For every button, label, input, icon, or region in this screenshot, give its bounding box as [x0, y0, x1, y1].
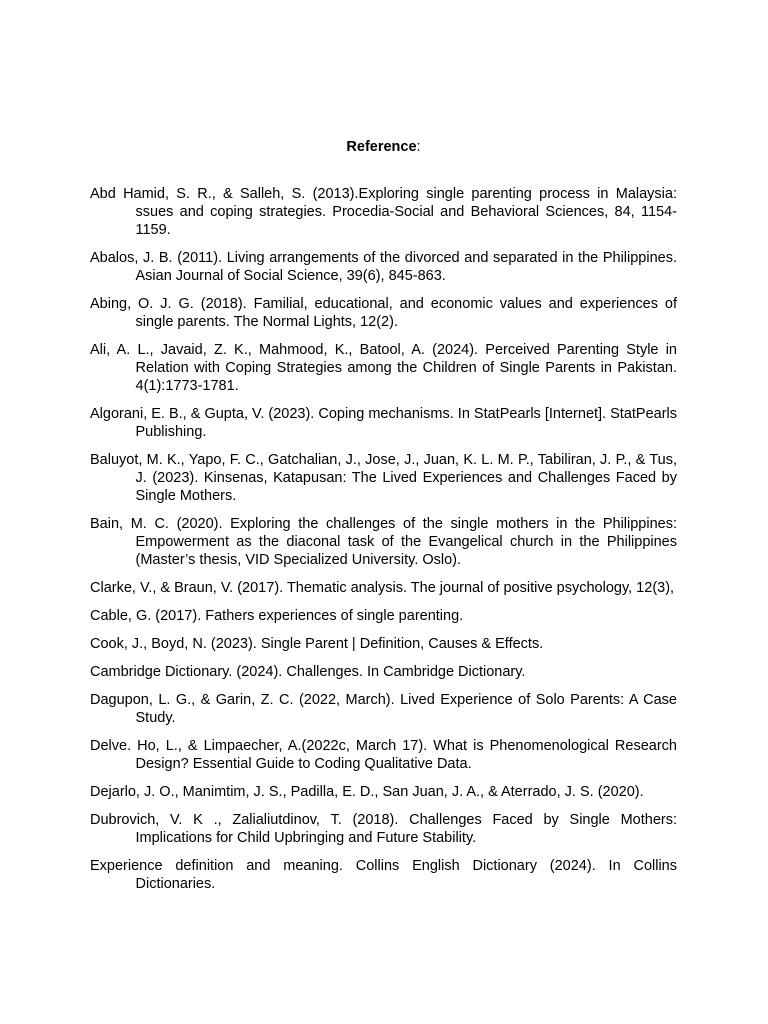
document-page — [90, 138, 677, 903]
reference-heading — [90, 138, 677, 156]
reference-entry: Ali, A. L., Javaid, Z. K., Mahmood, K., Batool, A. (2024). Perceived Parenting Style in Relation with Coping Strategies among the Children of Single Parents in Pakistan. 4(1):1773-1781. — [90, 342, 677, 394]
reference-entry: Cable, G. (2017). Fathers experiences of single parenting. — [90, 608, 464, 624]
reference-heading-colon: : — [416, 139, 421, 155]
reference-entry: Dubrovich, V. K ., Zalialiutdinov, T. (2018). Challenges Faced by Single Mothers: Implications for Child Upbringing and Future Stability. — [90, 812, 677, 846]
reference-entry: Dagupon, L. G., & Garin, Z. C. (2022, March). Lived Experience of Solo Parents: A Case Study. — [90, 692, 677, 726]
reference-list — [90, 185, 677, 893]
reference-entry: Abalos, J. B. (2011). Living arrangements of the divorced and separated in the Philippines. Asian Journal of Social Science, 39(6), 845-863. — [90, 250, 677, 284]
reference-entry: Dejarlo, J. O., Manimtim, J. S., Padilla, E. D., San Juan, J. A., & Aterrado, J. S. (2020). — [90, 784, 644, 800]
reference-entry: Clarke, V., & Braun, V. (2017). Thematic analysis. The journal of positive psychology, 12(3), — [90, 580, 675, 596]
reference-entry: Abing, O. J. G. (2018). Familial, educational, and economic values and experiences of single parents. The Normal Lights, 12(2). — [90, 296, 677, 330]
reference-heading-label: Reference — [346, 139, 417, 155]
reference-entry: Abd Hamid, S. R., & Salleh, S. (2013).Exploring single parenting process in Malaysia: ssues and coping strategies. Procedia-Social and Behavioral Sciences, 84, 1154-1159. — [90, 186, 677, 238]
reference-entry: Bain, M. C. (2020). Exploring the challenges of the single mothers in the Philippines: Empowerment as the diaconal task of the Evangelical church in the Philippines (Master’s thesis, VID Specialized University. Oslo). — [90, 516, 677, 568]
reference-entry: Cook, J., Boyd, N. (2023). Single Parent | Definition, Causes & Effects. — [90, 636, 544, 652]
reference-entry: Algorani, E. B., & Gupta, V. (2023). Coping mechanisms. In StatPearls [Internet]. StatPearls Publishing. — [90, 406, 678, 440]
reference-entry: Delve. Ho, L., & Limpaecher, A.(2022c, March 17). What is Phenomenological Research Design? Essential Guide to Coding Qualitative Data. — [90, 738, 677, 772]
reference-entry: Experience definition and meaning. Collins English Dictionary (2024). In Collins Dictionaries. — [90, 858, 677, 892]
reference-entry: Cambridge Dictionary. (2024). Challenges. In Cambridge Dictionary. — [90, 664, 526, 680]
reference-entry: Baluyot, M. K., Yapo, F. C., Gatchalian, J., Jose, J., Juan, K. L. M. P., Tabiliran, J. P., & Tus, J. (2023). Kinsenas, Katapusan: The Lived Experiences and Challenges Faced by Single Mothers. — [90, 452, 677, 504]
